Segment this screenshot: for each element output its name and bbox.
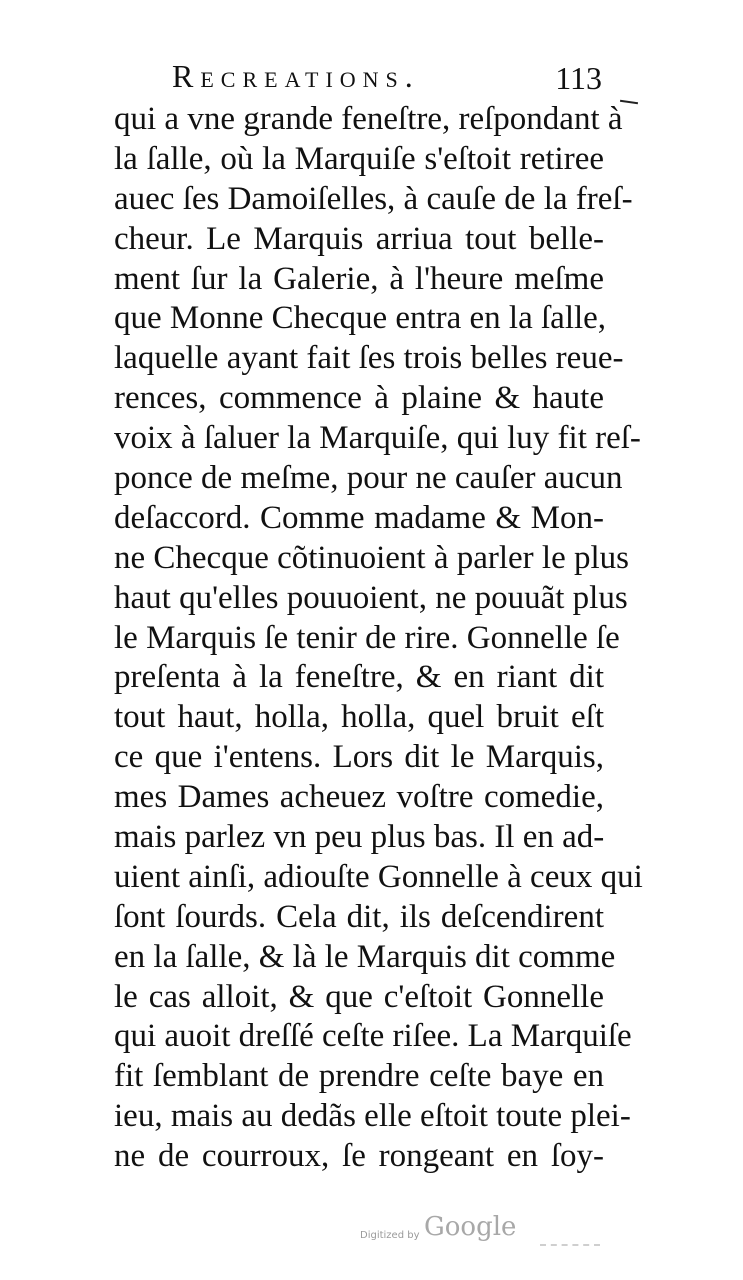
text-line: la ſalle, où la Marquiſe s'eſtoit retiree [114, 140, 604, 177]
text-line: en la ſalle, & là le Marquis dit comme [114, 938, 616, 975]
running-title: Recreations. [172, 58, 420, 94]
text-line: uient ainſi, adiouſte Gonnelle à ceux qui [114, 858, 643, 895]
digitized-watermark [360, 1212, 530, 1252]
text-line: qui a vne grande feneſtre, reſpondant à [114, 101, 623, 137]
text-line: fit ſemblant de prendre ceſte baye en [114, 1058, 604, 1095]
footer-dashes [540, 1244, 600, 1248]
text-line: mes Dames acheuez voſtre comedie, [114, 779, 604, 816]
watermark-prefix: Digitized by [360, 1230, 420, 1241]
text-line: ment ſur la Galerie, à l'heure meſme [114, 260, 604, 297]
text-line: ne Checque cõtinuoient à parler le plus [114, 539, 629, 576]
text-line: voix à ſaluer la Marquiſe, qui luy fit reſ- [114, 420, 641, 457]
text-line: cheur. Le Marquis arriua tout belle- [114, 220, 604, 257]
text-line: ponce de meſme, pour ne cauſer aucun [114, 460, 623, 497]
google-logo: Google [424, 1212, 517, 1242]
text-line: auec ſes Damoiſelles, à cauſe de la freſ- [114, 180, 633, 217]
text-line: ce que i'entens. Lors dit le Marquis, [114, 739, 604, 776]
text-line: que Monne Checque entra en la ſalle, [114, 300, 607, 337]
text-line: qui auoit dreſſé ceſte riſee. La Marquiſe [114, 1018, 632, 1055]
text-line: rences, commence à plaine & haute [114, 380, 604, 417]
page-number: 113 [555, 60, 602, 96]
text-line: ne de courroux, ſe rongeant en ſoy- [114, 1138, 604, 1175]
body-text [114, 100, 643, 1177]
text-line: le Marquis ſe tenir de rire. Gonnelle ſe [114, 619, 620, 656]
text-line: le cas alloit, & que c'eſtoit Gonnelle [114, 978, 604, 1015]
text-line: ſont ſourds. Cela dit, ils deſcendirent [114, 898, 604, 935]
text-line: deſaccord. Comme madame & Mon- [114, 499, 604, 536]
text-line: haut qu'elles pouuoient, ne pouuãt plus [114, 579, 628, 616]
text-line: laquelle ayant fait ſes trois belles reue- [114, 340, 624, 377]
running-head [172, 56, 602, 100]
text-line: tout haut, holla, holla, quel bruit eſt [114, 699, 604, 736]
text-line: mais parlez vn peu plus bas. Il en ad- [114, 819, 605, 856]
text-line: ieu, mais au dedãs elle eſtoit toute plei- [114, 1098, 631, 1135]
text-line: preſenta à la feneſtre, & en riant dit [114, 659, 604, 696]
